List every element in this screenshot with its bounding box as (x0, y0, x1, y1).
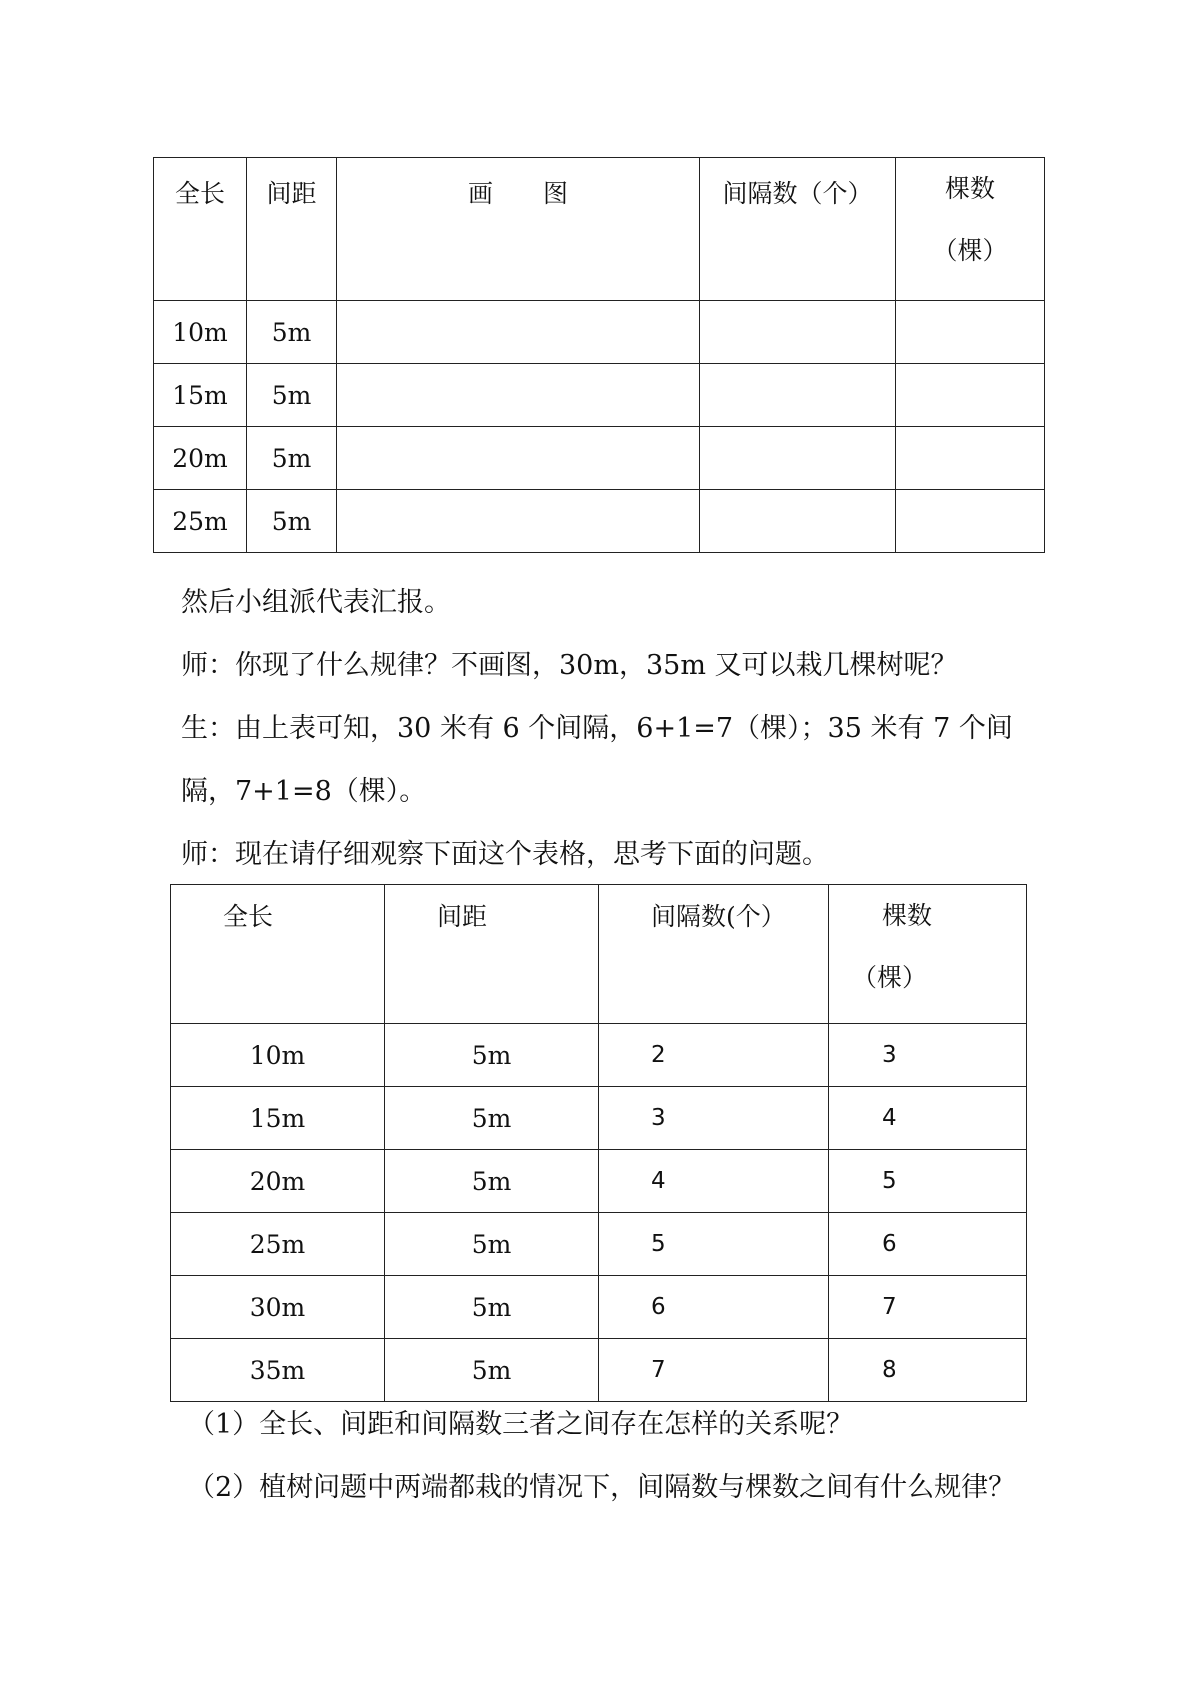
cell-spacing: 5m (247, 301, 337, 364)
header-trees-line2: （棵） (932, 236, 1008, 265)
cell-trees: 8 (829, 1339, 1027, 1402)
header-total: 全长 (171, 885, 385, 1024)
table-row (171, 1213, 1027, 1276)
paragraph-report: 然后小组派代表汇报。 (181, 587, 451, 618)
table-row (171, 1150, 1027, 1213)
table-header-row (171, 885, 1027, 1024)
cell-trees: 4 (829, 1087, 1027, 1150)
paragraph-teacher-instruction: 师：现在请仔细观察下面这个表格，思考下面的问题。 (181, 839, 829, 870)
table-row (154, 427, 1045, 490)
table-row (171, 1276, 1027, 1339)
table-row (171, 1087, 1027, 1150)
cell-draw (337, 301, 700, 364)
cell-intervals (700, 301, 896, 364)
header-intervals: 间隔数(个） (599, 885, 829, 1024)
table-row (171, 1024, 1027, 1087)
cell-intervals: 2 (599, 1024, 829, 1087)
cell-spacing: 5m (247, 490, 337, 553)
table-header-row (154, 158, 1045, 301)
cell-intervals: 3 (599, 1087, 829, 1150)
header-total: 全长 (154, 158, 247, 301)
cell-total: 10m (154, 301, 247, 364)
header-trees (896, 158, 1045, 301)
cell-spacing: 5m (385, 1339, 599, 1402)
header-spacing: 间距 (247, 158, 337, 301)
cell-intervals (700, 364, 896, 427)
cell-total: 20m (171, 1150, 385, 1213)
cell-draw (337, 427, 700, 490)
cell-intervals: 4 (599, 1150, 829, 1213)
cell-spacing: 5m (385, 1024, 599, 1087)
pattern-table (170, 884, 1027, 1402)
paragraph-student-answer-cont: 隔，7+1=8（棵）。 (181, 776, 427, 807)
cell-spacing: 5m (247, 364, 337, 427)
table-row (154, 490, 1045, 553)
question-1: （1）全长、间距和间隔数三者之间存在怎样的关系呢？ (188, 1409, 854, 1440)
header-spacing: 间距 (385, 885, 599, 1024)
header-trees-line1: 棵数 (882, 901, 933, 930)
cell-total: 15m (154, 364, 247, 427)
cell-total: 30m (171, 1276, 385, 1339)
cell-trees (896, 301, 1045, 364)
cell-total: 10m (171, 1024, 385, 1087)
cell-total: 25m (171, 1213, 385, 1276)
cell-trees (896, 427, 1045, 490)
paragraph-teacher-question: 师：你现了什么规律？不画图，30m，35m 又可以栽几棵树呢？ (181, 650, 958, 681)
header-trees-line1: 棵数 (944, 174, 995, 203)
cell-total: 15m (171, 1087, 385, 1150)
cell-trees (896, 490, 1045, 553)
cell-trees: 7 (829, 1276, 1027, 1339)
cell-intervals: 7 (599, 1339, 829, 1402)
header-trees (829, 885, 1027, 1024)
cell-total: 20m (154, 427, 247, 490)
cell-intervals: 6 (599, 1276, 829, 1339)
question-2: （2）植树问题中两端都栽的情况下，间隔数与棵数之间有什么规律？ (188, 1472, 1016, 1503)
table-row (171, 1339, 1027, 1402)
cell-spacing: 5m (385, 1213, 599, 1276)
cell-draw (337, 490, 700, 553)
header-intervals: 间隔数（个） (700, 158, 896, 301)
cell-spacing: 5m (247, 427, 337, 490)
cell-spacing: 5m (385, 1087, 599, 1150)
cell-total: 35m (171, 1339, 385, 1402)
table-row (154, 301, 1045, 364)
cell-intervals (700, 490, 896, 553)
cell-trees: 5 (829, 1150, 1027, 1213)
paragraph-student-answer: 生：由上表可知，30 米有 6 个间隔，6+1=7（棵）；35 米有 7 个间 (181, 713, 1013, 744)
cell-total: 25m (154, 490, 247, 553)
cell-spacing: 5m (385, 1276, 599, 1339)
drawing-table (153, 157, 1045, 553)
cell-trees: 3 (829, 1024, 1027, 1087)
cell-draw (337, 364, 700, 427)
cell-intervals (700, 427, 896, 490)
cell-spacing: 5m (385, 1150, 599, 1213)
header-draw: 画 图 (337, 158, 700, 301)
cell-intervals: 5 (599, 1213, 829, 1276)
cell-trees (896, 364, 1045, 427)
cell-trees: 6 (829, 1213, 1027, 1276)
table-row (154, 364, 1045, 427)
header-trees-line2: （棵） (852, 963, 928, 992)
